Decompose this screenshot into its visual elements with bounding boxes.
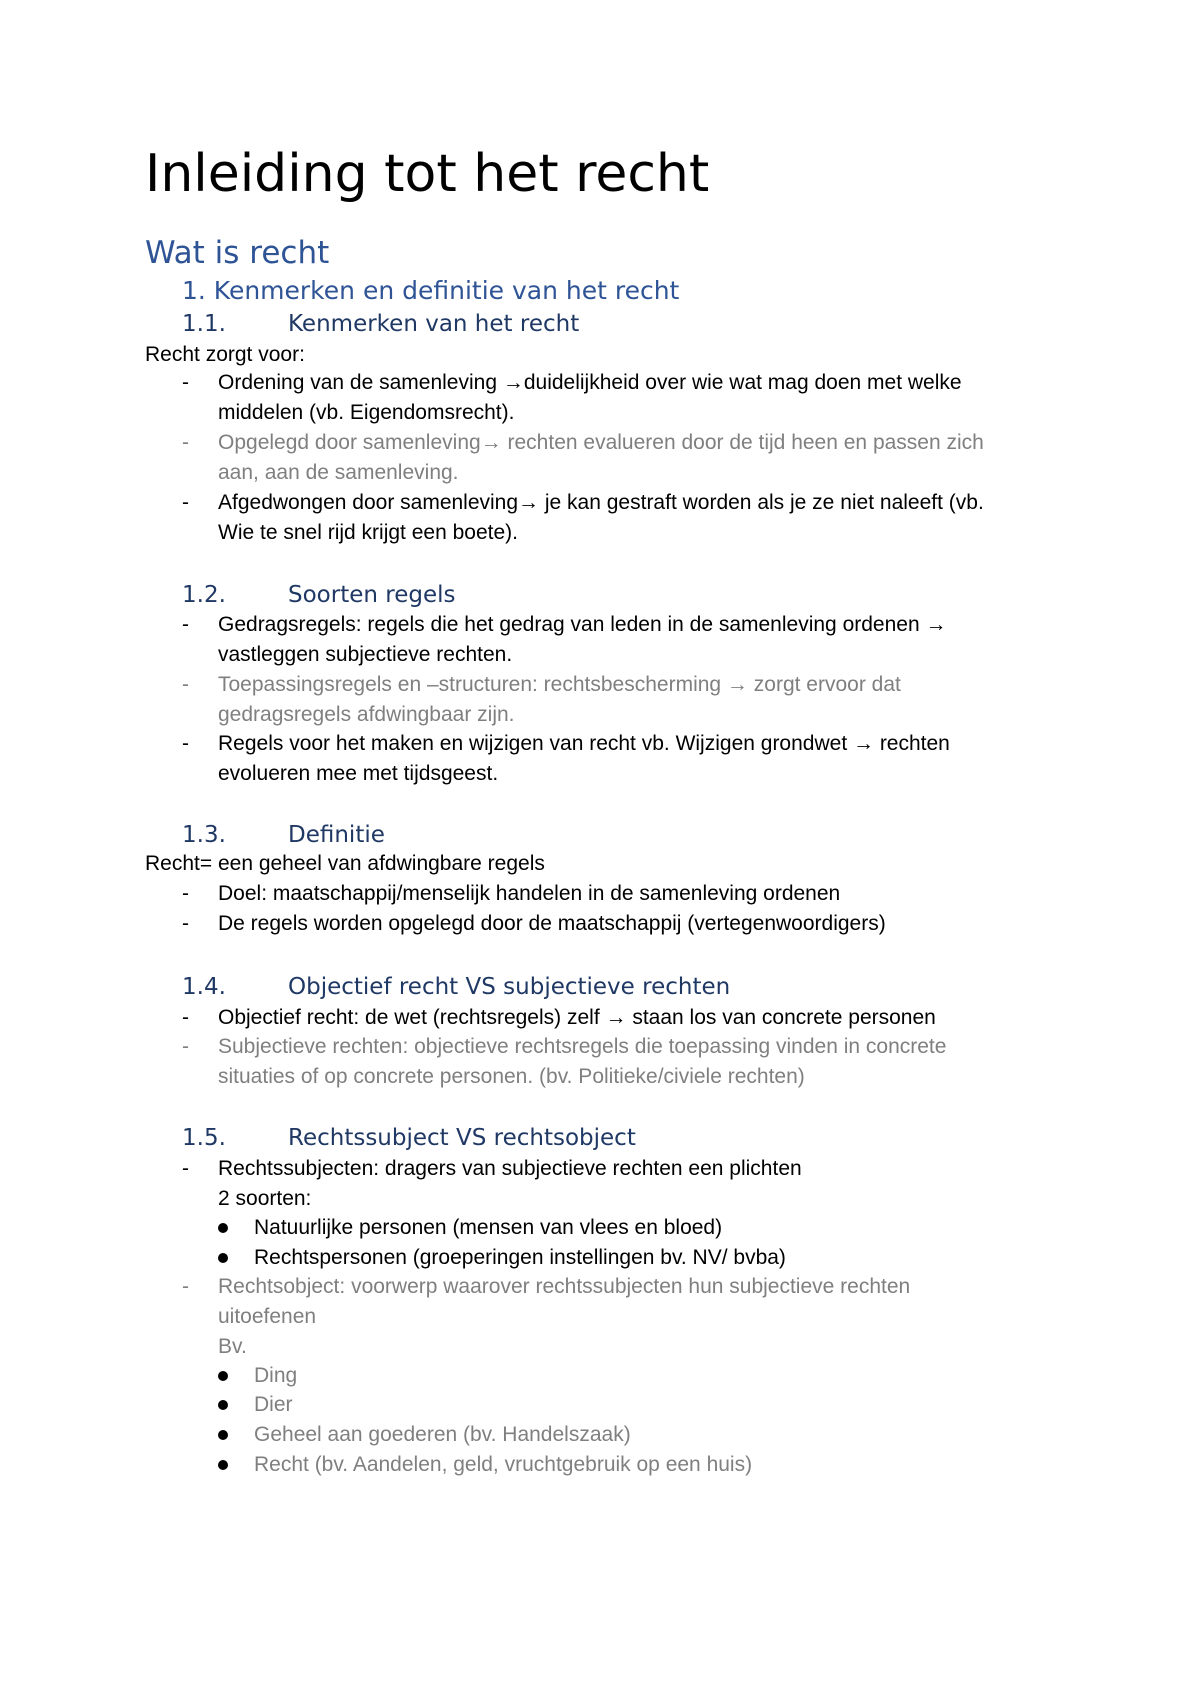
- heading-text: Rechtssubject VS rechtsobject: [288, 1125, 636, 1151]
- bullet-item: Geheel aan goederen (bv. Handelszaak): [218, 1420, 631, 1450]
- dash-marker: -: [182, 431, 189, 454]
- bullet-item: Ding: [218, 1361, 297, 1391]
- dash-marker: -: [182, 732, 189, 755]
- bullet-item: Rechtspersonen (groeperingen instellingen bv. NV/ bvba): [218, 1243, 786, 1273]
- heading-number: 1.5.: [182, 1125, 226, 1151]
- dash-marker: -: [182, 613, 189, 636]
- list-item: - Subjectieve rechten: objectieve rechtsregels die toepassing vinden in concrete situaties of op concrete personen. (bv. Politieke/civiele rechten): [182, 1032, 946, 1092]
- list-item: - Rechtsobject: voorwerp waarover rechtssubjecten hun subjectieve rechten uitoefenen: [182, 1272, 910, 1332]
- list-item: - Afgedwongen door samenleving→ je kan gestraft worden als je ze niet naleeft (vb. Wie te snel rijd krijgt een boete).: [182, 488, 984, 548]
- dash-marker: -: [182, 371, 189, 394]
- paragraph-definitie: Recht= een geheel van afdwingbare regels: [145, 852, 545, 875]
- list-item: - Regels voor het maken en wijzigen van recht vb. Wijzigen grondwet → rechten evolueren mee met tijdsgeest.: [182, 729, 950, 789]
- heading-text: Objectief recht VS subjectieve rechten: [288, 974, 731, 1000]
- heading-1-2: [182, 580, 455, 610]
- list-item: - Doel: maatschappij/menselijk handelen in de samenleving ordenen: [182, 879, 840, 909]
- dash-marker: -: [182, 1275, 189, 1298]
- heading-1-1: [182, 309, 579, 339]
- dash-marker: -: [182, 491, 189, 514]
- bullet-dot: [218, 1430, 228, 1440]
- document-title: Inleiding tot het recht: [145, 144, 710, 204]
- heading-1-5: [182, 1123, 636, 1153]
- heading-1-3: [182, 820, 385, 850]
- list-item: - De regels worden opgelegd door de maatschappij (vertegenwoordigers): [182, 909, 886, 939]
- heading-number: 1.4.: [182, 974, 226, 1000]
- dash-marker: -: [182, 882, 189, 905]
- list-item: - Rechtssubjecten: dragers van subjectieve rechten een plichten: [182, 1154, 802, 1184]
- list-item: - Opgelegd door samenleving→ rechten evalueren door de tijd heen en passen zich aan, aan de samenleving.: [182, 428, 984, 488]
- dash-marker: -: [182, 1157, 189, 1180]
- list-item: - Toepassingsregels en –structuren: rechtsbescherming → zorgt ervoor dat gedragsregels afdwingbaar zijn.: [182, 670, 901, 730]
- dash-marker: -: [182, 1035, 189, 1058]
- bullet-dot: [218, 1253, 228, 1263]
- heading-wat-is-recht: Wat is recht: [145, 235, 330, 271]
- list-item: - Ordening van de samenleving →duidelijkheid over wie wat mag doen met welke middelen (vb. Eigendomsrecht).: [182, 368, 962, 428]
- bullet-item: Recht (bv. Aandelen, geld, vruchtgebruik op een huis): [218, 1450, 752, 1480]
- heading-text: Definitie: [288, 822, 385, 848]
- dash-marker: -: [182, 912, 189, 935]
- bullet-dot: [218, 1400, 228, 1410]
- paragraph-recht-zorgt-voor: Recht zorgt voor:: [145, 343, 305, 366]
- dash-marker: -: [182, 673, 189, 696]
- bullet-dot: [218, 1371, 228, 1381]
- heading-number: 1.1.: [182, 311, 226, 337]
- bullet-dot: [218, 1460, 228, 1470]
- sub-line: Bv.: [218, 1335, 247, 1358]
- list-item: - Gedragsregels: regels die het gedrag van leden in de samenleving ordenen → vastleggen subjectieve rechten.: [182, 610, 946, 670]
- sub-line: 2 soorten:: [218, 1187, 312, 1210]
- bullet-item: Natuurlijke personen (mensen van vlees en bloed): [218, 1213, 722, 1243]
- heading-text: Soorten regels: [288, 582, 456, 608]
- bullet-item: Dier: [218, 1390, 293, 1420]
- heading-kenmerken-definitie: 1. Kenmerken en definitie van het recht: [182, 276, 680, 305]
- heading-number: 1.2.: [182, 582, 226, 608]
- list-item: - Objectief recht: de wet (rechtsregels) zelf → staan los van concrete personen: [182, 1003, 936, 1033]
- dash-marker: -: [182, 1006, 189, 1029]
- heading-number: 1.3.: [182, 822, 226, 848]
- bullet-dot: [218, 1223, 228, 1233]
- heading-1-4: [182, 972, 730, 1002]
- heading-text: Kenmerken van het recht: [288, 311, 580, 337]
